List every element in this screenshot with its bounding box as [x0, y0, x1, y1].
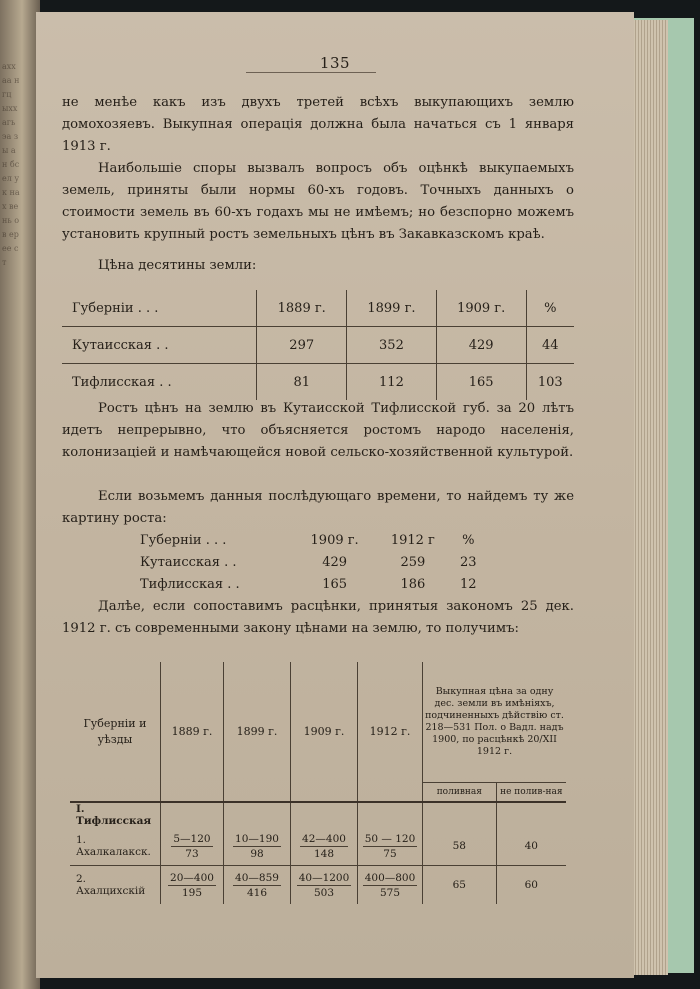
table-cell: 1909 г. [291, 662, 358, 802]
table-cell: 58 [423, 827, 497, 866]
table1-caption: Цѣна десятины земли: [98, 258, 257, 273]
table-cell: 60 [496, 866, 566, 905]
paragraph-1: не менѣе какъ изъ двухъ третей всѣхъ выкупающихъ землю домохозяевъ. Выкупная операція должна была начаться съ 1 января 1913 г. [62, 95, 574, 154]
table-cell: Тифлисская . . [62, 364, 257, 401]
paragraph-4: Если возьмемъ данныя послѣдующаго времени, то найдемъ ту же картину роста: [62, 489, 574, 526]
table-cell: 44 [526, 327, 574, 364]
previous-page-edge [0, 0, 40, 989]
table-cell: 1899 г. [347, 290, 437, 327]
table-cell [358, 866, 423, 905]
price-average: 503 [313, 886, 335, 899]
table-cell [161, 866, 224, 905]
table-row [70, 827, 566, 866]
table-cell [423, 802, 497, 827]
price-average: 148 [313, 847, 335, 860]
table-cell: 1889 г. [257, 290, 347, 327]
table-group-row [70, 802, 566, 827]
table-cell: 40 [496, 827, 566, 866]
table-cell: 352 [347, 327, 437, 364]
table-cell [358, 802, 423, 827]
table-cell [161, 827, 224, 866]
page-number-rule [246, 72, 376, 73]
redemption-price-table [70, 662, 566, 904]
table-cell [224, 802, 291, 827]
table-row [70, 866, 566, 905]
table-cell: 1. Ахалкалакск. [76, 834, 151, 858]
price-range: 20—400 [170, 871, 214, 884]
table-cell: 186 [400, 576, 426, 592]
table-cell: 1912 г [390, 532, 435, 548]
table-cell: 1912 г. [358, 662, 423, 802]
page-number: 135 [319, 54, 351, 72]
table-row [136, 573, 486, 595]
table-cell: % [462, 532, 475, 548]
price-average: 575 [379, 886, 401, 899]
table-cell: Губерніи . . . [140, 532, 227, 548]
table-cell [161, 802, 224, 827]
table-cell: 429 [436, 327, 526, 364]
table-cell [291, 827, 358, 866]
price-average: 75 [383, 847, 397, 860]
table-cell: 65 [423, 866, 497, 905]
table-cell [291, 802, 358, 827]
land-price-table [62, 290, 574, 400]
table-cell: 112 [347, 364, 437, 401]
table-cell: 165 [436, 364, 526, 401]
table-row [62, 364, 574, 401]
paragraph-3: Ростъ цѣнъ на землю въ Кутаисской Тифлисской губ. за 20 лѣтъ идетъ непрерывно, что объясняется ростомъ народо населенія, колонизаціей и намѣчающейся новой сельско-хозяйственной культурой. [62, 401, 574, 460]
table-cell [224, 827, 291, 866]
table-header-row [70, 662, 566, 783]
table-cell: 2. Ахалцихскій [70, 866, 161, 905]
price-range: 5—120 [173, 832, 211, 845]
table-cell: 1909 г. [436, 290, 526, 327]
price-range: 42—400 [302, 832, 346, 845]
table-cell: 81 [257, 364, 347, 401]
table-cell [224, 866, 291, 905]
table-cell: Тифлисская . . [140, 576, 240, 592]
table-cell: 12 [459, 576, 477, 592]
price-average: 416 [246, 886, 268, 899]
table-cell: Губерніи . . . [72, 300, 159, 316]
price-range: 40—1200 [298, 871, 350, 884]
table-row [62, 327, 574, 364]
price-range: 50 — 120 [364, 832, 416, 845]
price-average: 73 [185, 847, 199, 860]
page-edges [630, 20, 668, 975]
paragraph-5: Далѣе, если сопоставимъ расцѣнки, принятыя закономъ 25 дек. 1912 г. съ современными закону цѣнами на землю, то получимъ: [62, 599, 574, 636]
table-cell [496, 802, 566, 827]
paragraph-2: Наибольшіе споры вызвалъ вопросъ объ оцѣнкѣ выкупаемыхъ земель, приняты были нормы 60-хъ годовъ. Точныхъ данныхъ о стоимости земель въ 60-хъ годахъ мы не имѣемъ; но безспорно можемъ установить крупный ростъ земельныхъ цѣнъ въ Закавказскомъ краѣ. [62, 161, 574, 242]
table-cell: поливная [423, 783, 497, 803]
table-cell: I. Тифлисская [70, 802, 161, 827]
previous-page-text: ахх аа нгц ыхх агь эа зы ан бс ел ук нах ве нь ов ер ее ст [2, 62, 20, 267]
table-cell: 259 [400, 554, 426, 570]
table-cell: Кутаисская . . [140, 554, 237, 570]
table-cell: 1909 г. [310, 532, 359, 548]
table-cell [291, 866, 358, 905]
table-cell: 297 [257, 327, 347, 364]
table-header-row [136, 529, 486, 551]
price-growth-table [136, 529, 486, 595]
price-range: 40—859 [235, 871, 279, 884]
table-cell: 1899 г. [224, 662, 291, 802]
price-average: 195 [181, 886, 203, 899]
price-average: 98 [250, 847, 264, 860]
table-cell: 165 [322, 576, 348, 592]
table-cell: Губерніи и уѣзды [83, 716, 147, 746]
table-cell: 23 [459, 554, 477, 570]
table-cell: 1889 г. [161, 662, 224, 802]
price-range: 400—800 [364, 871, 416, 884]
table-row [136, 551, 486, 573]
table-cell: 429 [322, 554, 348, 570]
table-header-row [62, 290, 574, 327]
table-cell: Кутаисская . . [62, 327, 257, 364]
table-cell [358, 827, 423, 866]
table-cell: % [526, 290, 574, 327]
price-range: 10—190 [235, 832, 279, 845]
book-page [36, 12, 634, 978]
table-cell: Выкупная цѣна за одну дес. земли въ имѣніяхъ, подчиненныхъ дѣйствію ст. 218—531 Пол. о Вадл. надъ 1900, по расцѣнкѣ 20/XII 1912 г. [423, 662, 567, 783]
table-cell: не полив-ная [496, 783, 566, 803]
table-cell: 103 [526, 364, 574, 401]
